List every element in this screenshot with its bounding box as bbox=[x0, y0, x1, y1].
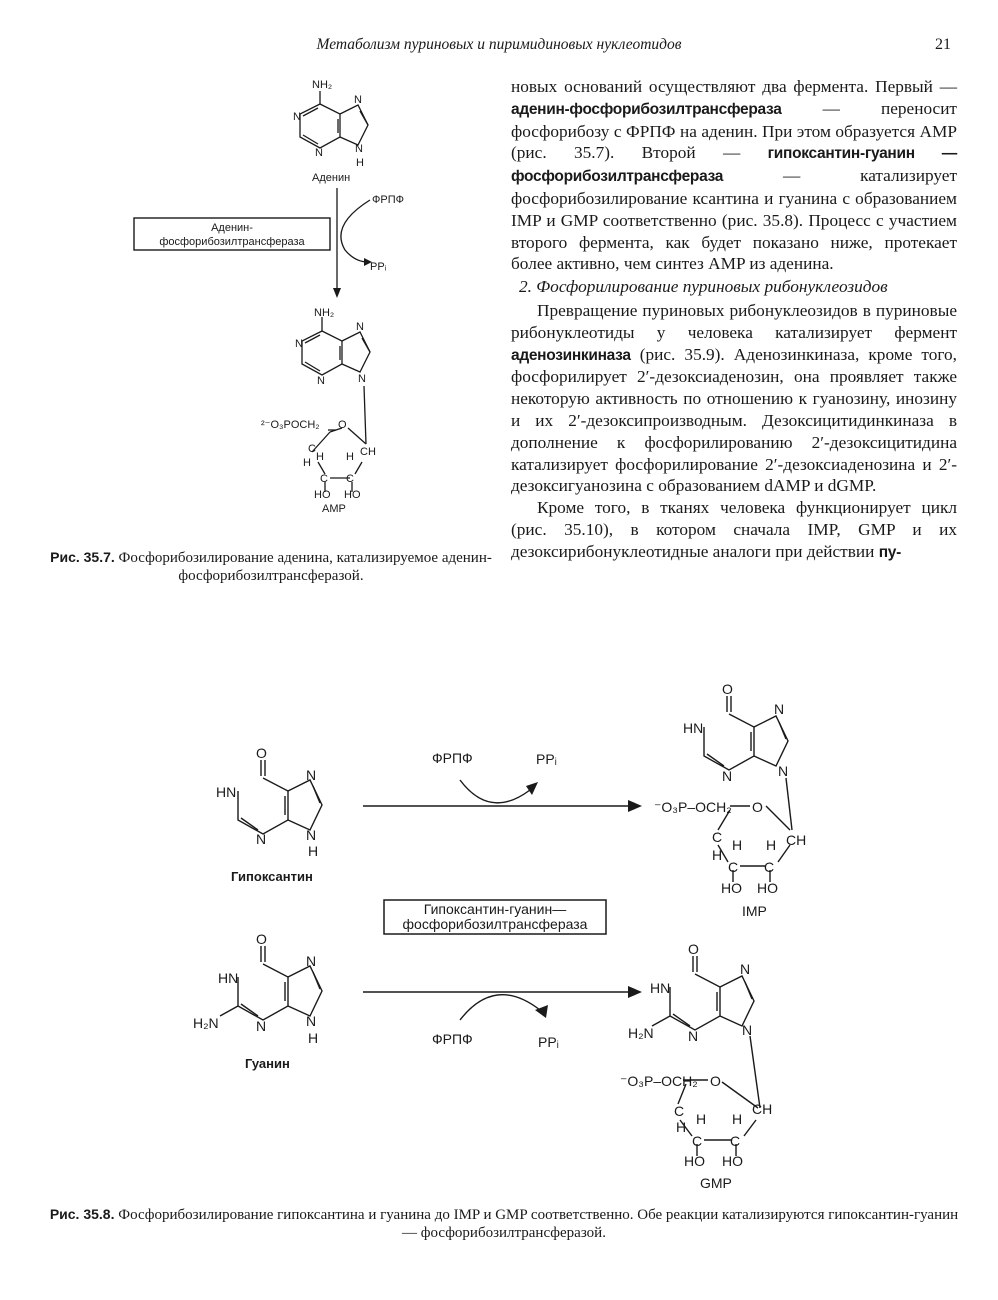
page-number: 21 bbox=[935, 36, 951, 53]
gmp-ho-3: HO bbox=[684, 1153, 705, 1169]
imp-hn: HN bbox=[683, 720, 704, 736]
hypoxanthine-n9: N bbox=[306, 827, 317, 843]
enzyme-358-line-1: Гипоксантин-гуанин— bbox=[423, 901, 567, 917]
guanine-label: Гуанин bbox=[245, 1056, 290, 1071]
hypoxanthine-hn: HN bbox=[216, 784, 237, 800]
imp-n7: N bbox=[774, 701, 785, 717]
guanine-n9: N bbox=[306, 1013, 317, 1029]
running-header: Метаболизм пуриновых и пиримидиновых нуклеотидов bbox=[316, 36, 682, 53]
imp-h4: H bbox=[732, 837, 743, 853]
amp-n3: N bbox=[317, 375, 325, 387]
amp-h4b: H bbox=[303, 457, 311, 469]
paragraph-cycle: Кроме того, в тканях человека функционирует цикл (рис. 35.10), в котором сначала IMP, GMP и их дезоксирибонуклеотидные аналоги при действии пу- bbox=[511, 498, 957, 561]
amp-phosphate: ²⁻O₃POCH₂ bbox=[261, 419, 320, 431]
guanine-h: H bbox=[308, 1030, 319, 1046]
ppi-label-bottom: PPᵢ bbox=[538, 1034, 559, 1050]
amp-ho-3: HO bbox=[314, 489, 331, 501]
figure-35-7-caption: Рис. 35.7. Фосфорибозилирование аденина, катализируемое аденин-фосфорибозилтрансферазой. bbox=[50, 549, 492, 584]
hypoxanthine-n7: N bbox=[306, 767, 317, 783]
prpp-label-top: ФРПФ bbox=[432, 750, 473, 766]
adenine-n7: N bbox=[354, 94, 362, 106]
paragraph-phosphorylation: Превращение пуриновых рибонуклеозидов в пуриновые рибонуклеотиды у человека катализирует фермент аденозинкиназа (рис. 35.9). Аденозинкиназа, кроме того, фосфорилирует 2′-дезоксиаденозин, она проявляет также некоторую активность по отношению к гуанозину, инозину и их 2′-дезоксипроизводным. Дезоксицитидинкиназа в дополнение к фосфорилированию 2′-дезоксицитидина катализирует фосфорилирование 2′-дезоксиаденозина и 2′-дезоксигуанозина с образованием dAMP и dGMP. bbox=[511, 300, 957, 496]
gmp-h2n: H₂N bbox=[628, 1025, 654, 1041]
enzyme-line-1: Аденин- bbox=[211, 222, 253, 234]
enzyme-name-adenosine-kinase: аденозинкиназа bbox=[511, 346, 631, 364]
gmp-hn: HN bbox=[650, 980, 671, 996]
hypoxanthine-label: Гипоксантин bbox=[231, 869, 313, 884]
prpp-label-bottom: ФРПФ bbox=[432, 1031, 473, 1047]
adenine-h9: H bbox=[356, 157, 364, 169]
imp-label: IMP bbox=[742, 903, 767, 919]
enzyme-358-line-2: фосфорибозилтрансфераза bbox=[402, 916, 588, 932]
enzyme-line-2: фосфорибозилтрансфераза bbox=[159, 236, 305, 248]
gmp-label: GMP bbox=[700, 1175, 732, 1191]
figure-35-8-caption: Рис. 35.8. Фосфорибозилирование гипоксантина и гуанина до IMP и GMP соответственно. Обе реакции катализируются гипоксантин-гуанин— фосфорибозилтрансферазой. bbox=[49, 1206, 959, 1241]
guanine-o: O bbox=[256, 931, 267, 947]
enzyme-name-hgprt: гипоксантин-гуанин — фосфорибозилтрансфераза bbox=[511, 145, 957, 186]
imp-c3: C bbox=[728, 859, 739, 875]
imp-ho-3: HO bbox=[721, 880, 742, 896]
imp-h4b: H bbox=[712, 847, 723, 863]
gmp-h1: H bbox=[732, 1111, 743, 1127]
guanine-h2n: H₂N bbox=[193, 1015, 219, 1031]
guanine-hn: HN bbox=[218, 970, 239, 986]
gmp-ho-2: HO bbox=[722, 1153, 743, 1169]
amp-n9: N bbox=[358, 373, 366, 385]
gmp-c2: C bbox=[730, 1133, 741, 1149]
amp-n1: N bbox=[295, 338, 303, 350]
amp-h4: H bbox=[316, 451, 324, 463]
amp-n7: N bbox=[356, 321, 364, 333]
gmp-c3: C bbox=[692, 1133, 703, 1149]
amp-c2: C bbox=[346, 473, 354, 485]
adenine-n3: N bbox=[315, 147, 323, 159]
adenine-n1: N bbox=[293, 111, 301, 123]
gmp-h4: H bbox=[696, 1111, 707, 1127]
gmp-c4: C bbox=[674, 1103, 685, 1119]
amp-c4: C bbox=[308, 443, 316, 455]
imp-ch: CH bbox=[786, 832, 807, 848]
gmp-ring-o: O bbox=[710, 1073, 721, 1089]
imp-phosphate: ⁻O₃P–OCH₂ bbox=[654, 799, 732, 815]
enzyme-name-aprt: аденин-фосфорибозилтрансфераза bbox=[511, 100, 782, 118]
amp-ho-2: HO bbox=[344, 489, 361, 501]
amp-label: AMP bbox=[322, 503, 346, 515]
hypoxanthine-n3: N bbox=[256, 831, 267, 847]
ppi-label: PPᵢ bbox=[370, 261, 387, 273]
prpp-label: ФРПФ bbox=[372, 194, 404, 206]
amp-nh2: NH₂ bbox=[314, 307, 335, 319]
gmp-n3: N bbox=[688, 1028, 699, 1044]
hypoxanthine-h: H bbox=[308, 843, 319, 859]
imp-n9: N bbox=[778, 763, 789, 779]
amp-h1: H bbox=[346, 451, 354, 463]
imp-c2: C bbox=[764, 859, 775, 875]
ppi-label-top: PPᵢ bbox=[536, 751, 557, 767]
imp-ho-2: HO bbox=[757, 880, 778, 896]
gmp-n9: N bbox=[742, 1022, 753, 1038]
imp-h1: H bbox=[766, 837, 777, 853]
gmp-n7: N bbox=[740, 961, 751, 977]
gmp-ch: CH bbox=[752, 1101, 773, 1117]
guanine-n3: N bbox=[256, 1018, 267, 1034]
paragraph-enzymes: новых оснований осуществляют два фермента. Первый — аденин-фосфорибозилтрансфераза — переносит фосфорибозу с ФРПФ на аденин. При этом образуется AMP (рис. 35.7). Второй — гипоксантин-гуанин — фосфорибозилтрансфераза — катализирует фосфорибозилирование ксантина и гуанина с образованием IMP и GMP соответственно (рис. 35.8). Процесс с участием второго фермента, как будет показано ниже, протекает более активно, чем синтез AMP из аденина. bbox=[511, 77, 957, 274]
imp-o: O bbox=[722, 681, 733, 697]
gmp-o: O bbox=[688, 941, 699, 957]
gmp-phosphate: ⁻O₃P–OCH₂ bbox=[620, 1073, 698, 1089]
imp-ring-o: O bbox=[752, 799, 763, 815]
adenine-n9: N bbox=[355, 143, 363, 155]
amp-ring-oxygen: O bbox=[338, 419, 347, 431]
guanine-n7: N bbox=[306, 953, 317, 969]
hypoxanthine-o: O bbox=[256, 745, 267, 761]
gmp-h4b: H bbox=[676, 1119, 687, 1135]
adenine-label: Аденин bbox=[312, 172, 351, 184]
amp-c1: CH bbox=[360, 446, 376, 458]
adenine-nh2: NH₂ bbox=[312, 79, 333, 91]
imp-n3: N bbox=[722, 768, 733, 784]
imp-c4: C bbox=[712, 829, 723, 845]
subheading: 2. Фосфорилирование пуриновых рибонуклеозидов bbox=[519, 277, 888, 297]
amp-c3: C bbox=[320, 473, 328, 485]
